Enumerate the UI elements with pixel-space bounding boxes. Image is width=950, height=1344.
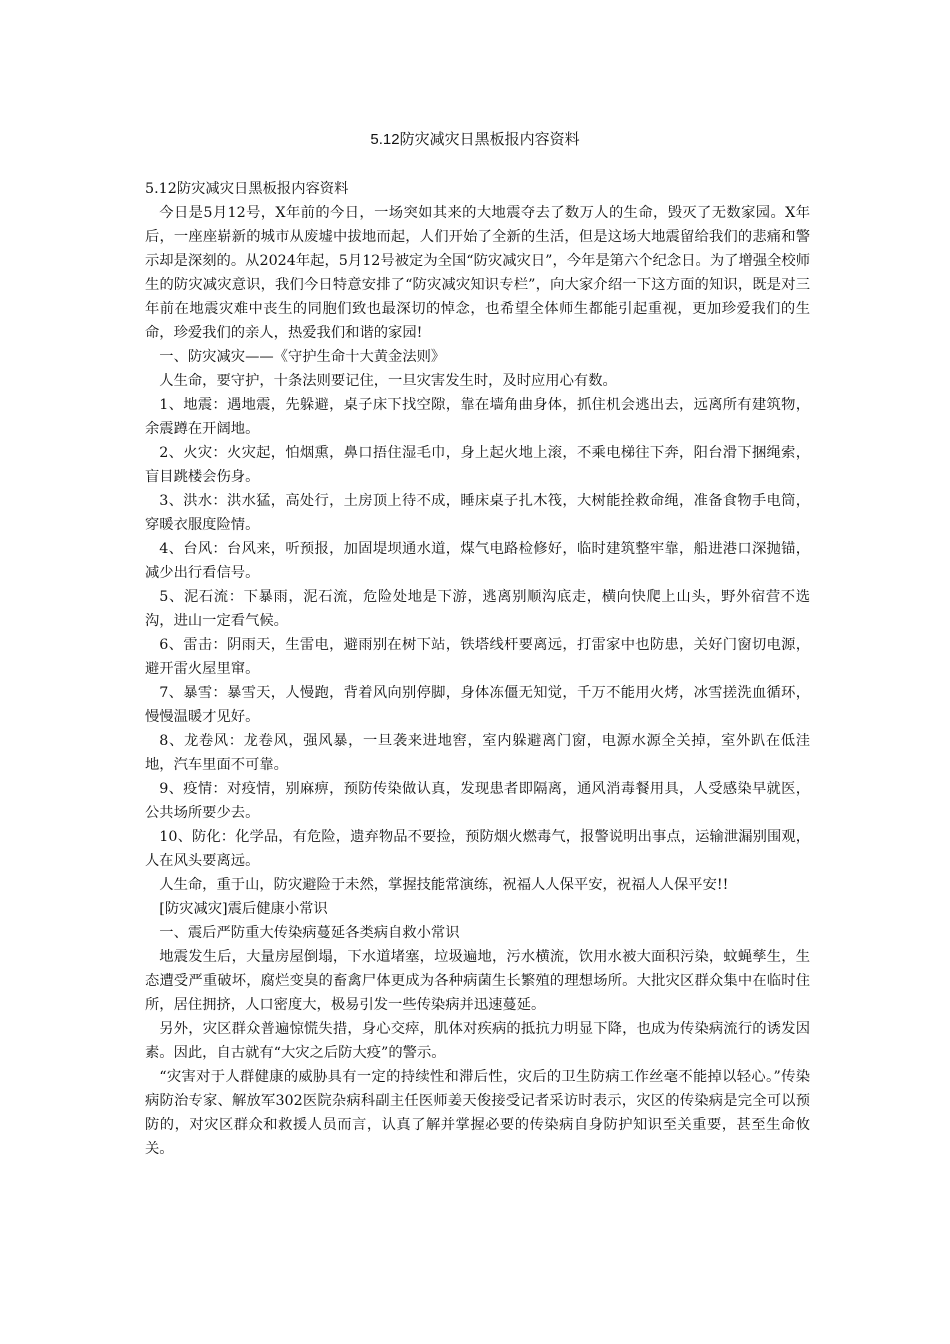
rule-item: 1、地震：遇地震，先躲避，桌子床下找空隙，靠在墙角曲身体，抓住机会逃出去，远离所有建筑物，余震蹲在开阔地。: [145, 397, 810, 437]
rule-item: 9、疫情：对疫情，别麻痹，预防传染做认真，发现患者即隔离，通风消毒餐用具，人受感染早就医，公共场所要少去。: [145, 781, 810, 821]
rule-item: 10、防化：化学品，有危险，遗弃物品不要捡，预防烟火燃毒气，报警说明出事点，运输泄漏别围观，人在风头要离远。: [145, 829, 810, 869]
page-title: 5.12防灾减灾日黑板报内容资料: [370, 131, 580, 148]
rule-item: 7、暴雪：暴雪天，人慢跑，背着风向别停脚，身体冻僵无知觉，千万不能用火烤，冰雪搓洗血循环，慢慢温暖才见好。: [145, 685, 810, 725]
section-heading: [防灾减灾]震后健康小常识: [159, 901, 328, 917]
paragraph: 人生命，重于山，防灾避险于未然，掌握技能常演练，祝福人人保平安，祝福人人保平安!!: [159, 877, 729, 893]
paragraph-intro: 今日是5月12号，X年前的今日，一场突如其来的大地震夺去了数万人的生命，毁灭了无数家园。X年后，一座座崭新的城市从废墟中拔地而起，人们开始了全新的生活，但是这场大地震留给我们的悲痛和警示却是深刻的。从2024年起，5月12号被定为全国“防灾减灾日”，今年是第六个纪念日。为了增强全校师生的防灾减灾意识，我们今日特意安排了“防灾减灾知识专栏”，向大家介绍一下这方面的知识，既是对三年前在地震灾难中丧生的同胞们致也最深切的悼念，也希望全体师生都能引起重视，更加珍爱我们的生命，珍爱我们的亲人，热爱我们和谐的家园!: [145, 205, 810, 341]
rule-item: 6、雷击：阴雨天，生雷电，避雨别在树下站，铁塔线杆要离远，打雷家中也防患，关好门窗切电源，避开雷火屋里窜。: [145, 637, 810, 677]
paragraph: 另外，灾区群众普遍惊慌失措，身心交瘁，肌体对疾病的抵抗力明显下降，也成为传染病流行的诱发因素。因此，自古就有“大灾之后防大疫”的警示。: [145, 1021, 810, 1061]
paragraph: 地震发生后，大量房屋倒塌，下水道堵塞，垃圾遍地，污水横流，饮用水被大面积污染，蚊蝇孳生，生态遭受严重破坏，腐烂变臭的畜禽尸体更成为各种病菌生长繁殖的理想场所。大批灾区群众集中在临时住所，居住拥挤，人口密度大，极易引发一些传染病并迅速蔓延。: [145, 949, 810, 1013]
section-heading: 一、防灾减灾——《守护生命十大黄金法则》: [159, 349, 446, 365]
rule-item: 5、泥石流：下暴雨，泥石流，危险处地是下游，逃离别顺沟底走，横向快爬上山头，野外宿营不选沟，进山一定看气候。: [145, 589, 810, 629]
section-heading: 一、震后严防重大传染病蔓延各类病自救小常识: [159, 925, 460, 941]
paragraph: 人生命，要守护，十条法则要记住，一旦灾害发生时，及时应用心有数。: [159, 373, 617, 389]
paragraph-heading: 5.12防灾减灾日黑板报内容资料: [145, 181, 349, 197]
rule-item: 3、洪水：洪水猛，高处行，土房顶上待不成，睡床桌子扎木筏，大树能拴救命绳，准备食物手电筒，穿暖衣服度险情。: [145, 493, 810, 533]
paragraph: “灾害对于人群健康的威胁具有一定的持续性和滞后性，灾后的卫生防病工作丝毫不能掉以轻心。”传染病防治专家、解放军302医院杂病科副主任医师姜天俊接受记者采访时表示，灾区的传染病是完全可以预防的，对灾区群众和救援人员而言，认真了解并掌握必要的传染病自身防护知识至关重要，甚至生命攸关。: [145, 1069, 810, 1157]
rule-item: 4、台风：台风来，听预报，加固堤坝通水道，煤气电路检修好，临时建筑整牢靠，船进港口深抛锚，减少出行看信号。: [145, 541, 810, 581]
rule-item: 2、火灾：火灾起，怕烟熏，鼻口捂住湿毛巾，身上起火地上滚，不乘电梯往下奔，阳台滑下捆绳索，盲目跳楼会伤身。: [145, 445, 810, 485]
document-body: [145, 177, 810, 1161]
rule-item: 8、龙卷风：龙卷风，强风暴，一旦袭来进地窖，室内躲避离门窗，电源水源全关掉，室外趴在低洼地，汽车里面不可靠。: [145, 733, 810, 773]
